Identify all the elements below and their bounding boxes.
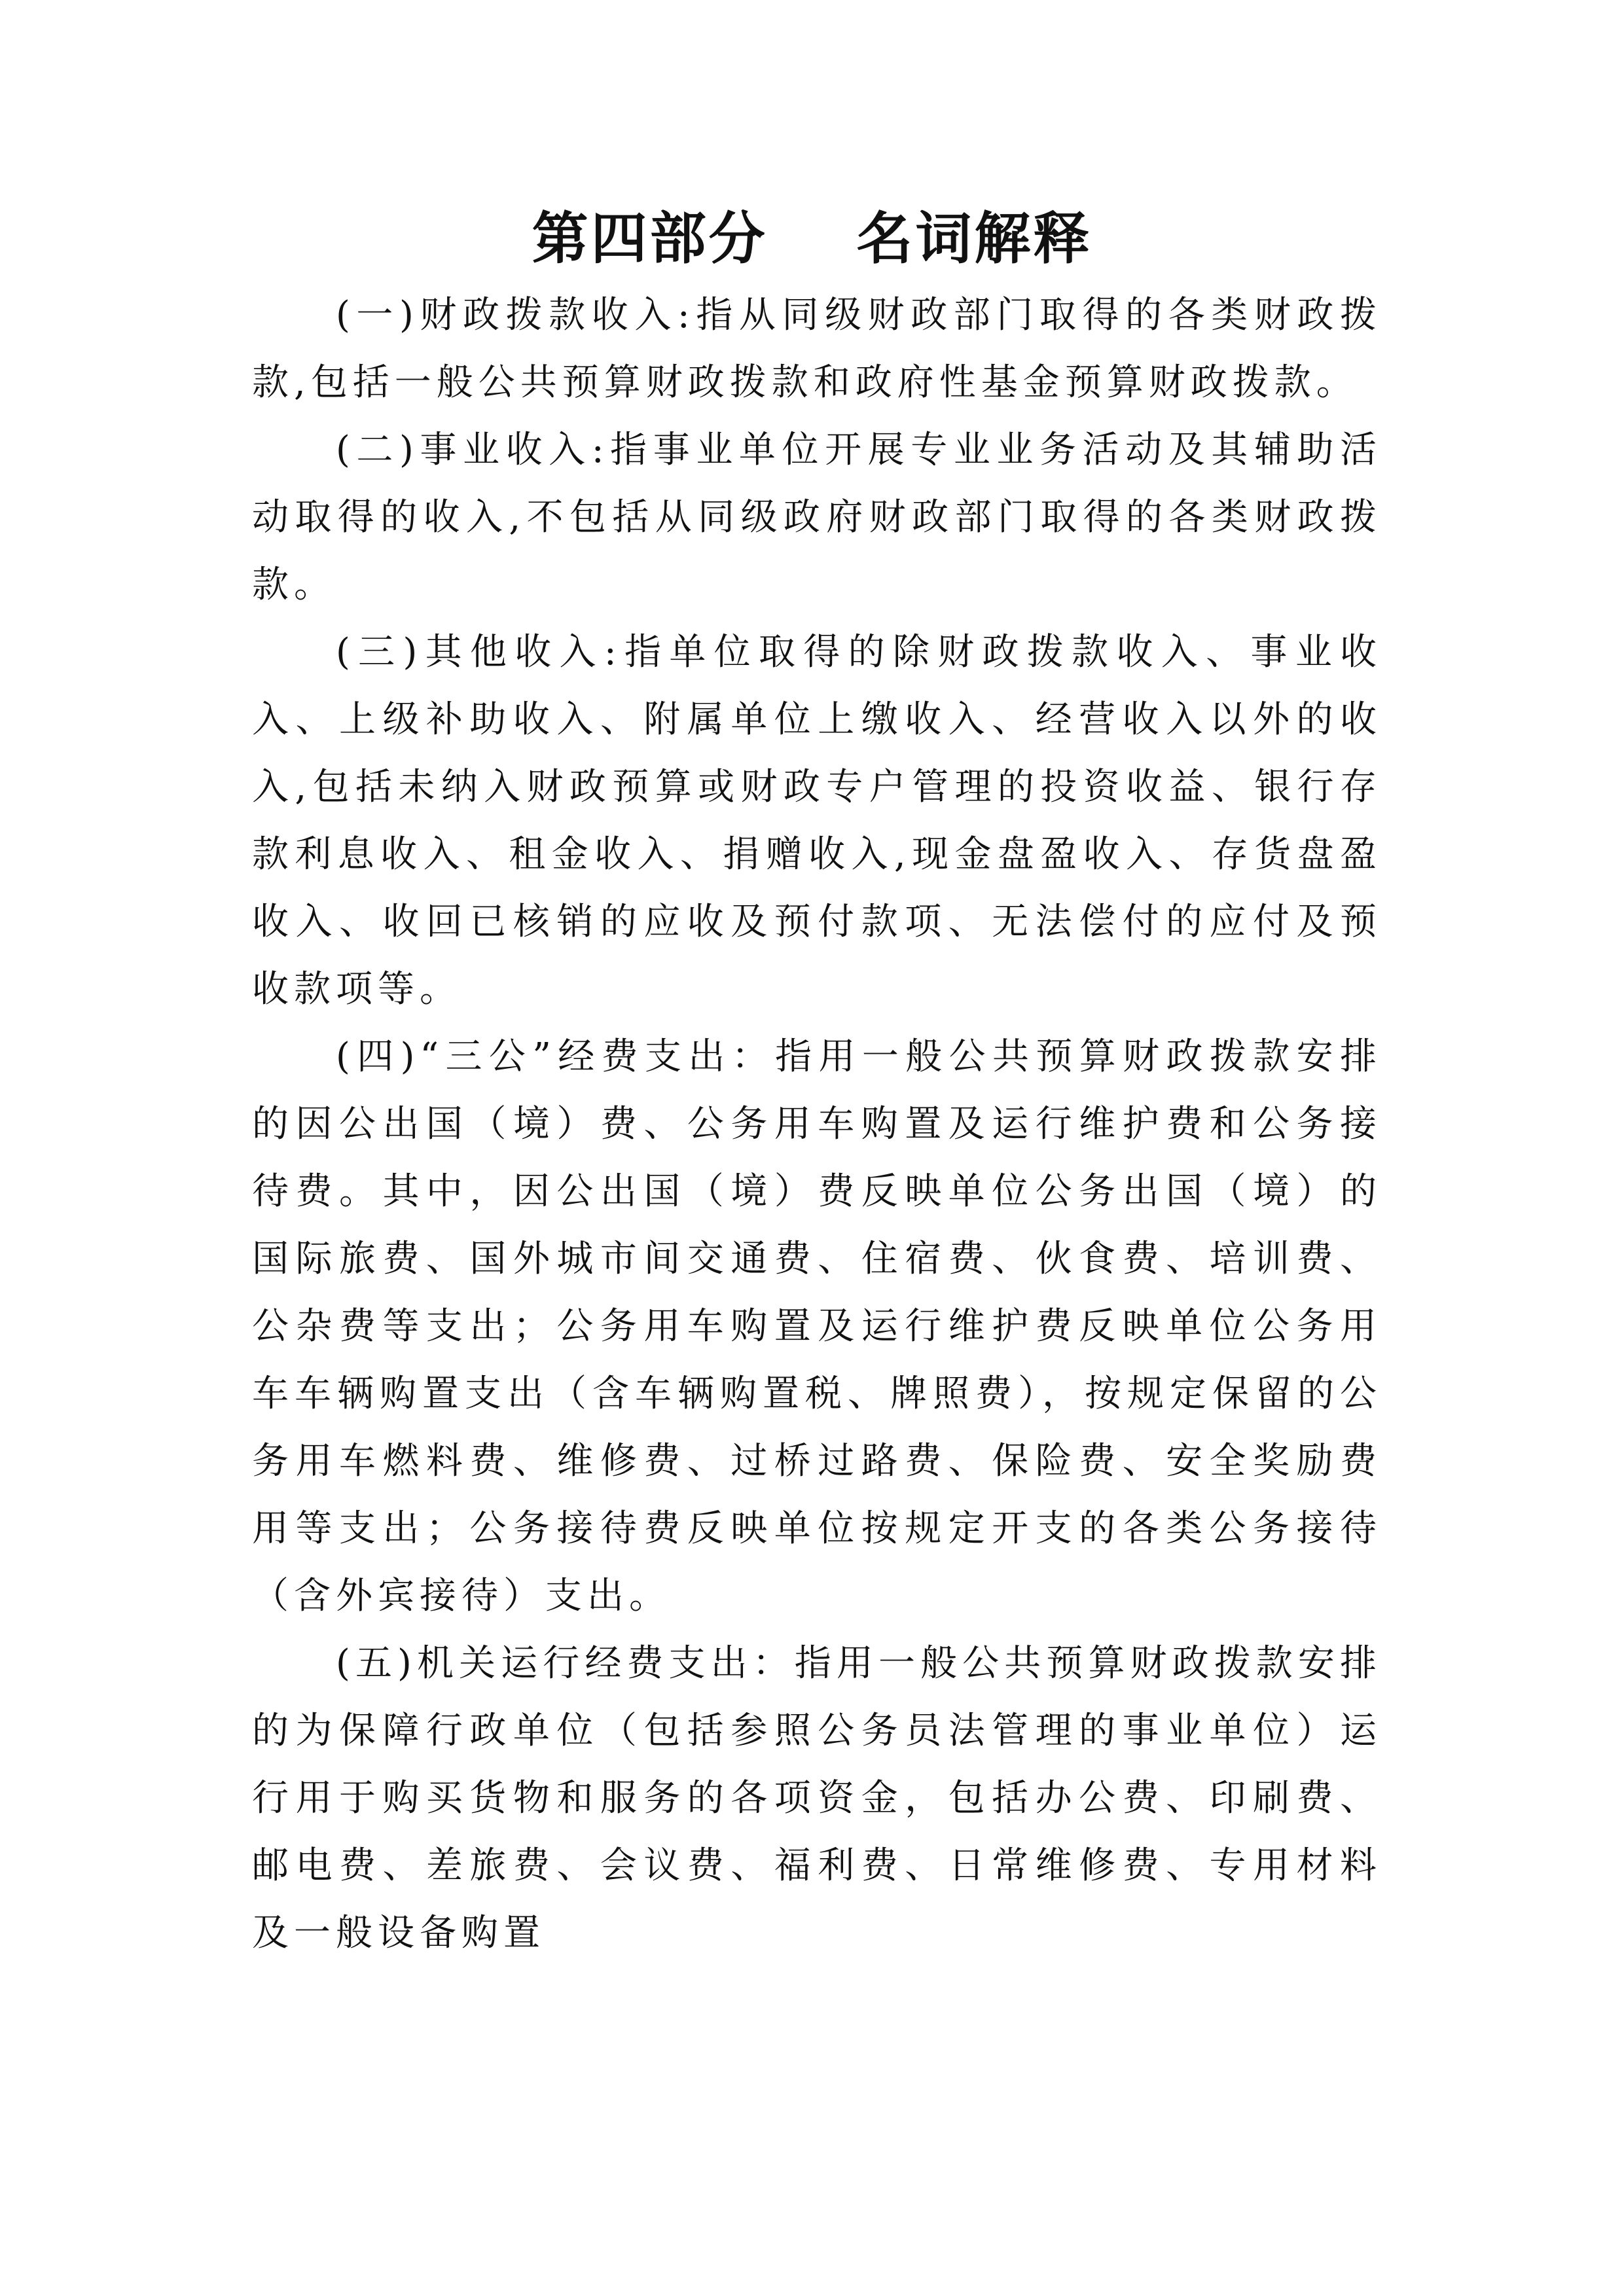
paragraph-other-income: (三)其他收入:指单位取得的除财政拨款收入、事业收入、上级补助收入、附属单位上缴收入、经营收入以外的收入,包括未纳入财政预算或财政专户管理的投资收益、银行存款利息收入、租金收入、捐赠收入,现金盘盈收入、存货盘盈收入、收回已核销的应收及预付款项、无法偿付的应付及预收款项等。 <box>252 631 1382 1011</box>
paragraph-agency-operating-expenses: (五)机关运行经费支出：指用一般公共预算财政拨款安排的为保障行政单位（包括参照公务员法管理的事业单位）运行用于购买货物和服务的各项资金，包括办公费、印刷费、邮电费、差旅费、会议费、福利费、日常维修费、专用材料及一般设备购置 <box>252 1642 1382 1954</box>
paragraph-business-income: (二)事业收入:指事业单位开展专业业务活动及其辅助活动取得的收入,不包括从同级政府财政部门取得的各类财政拨款。 <box>252 429 1382 606</box>
paragraph-fiscal-appropriation-income: (一)财政拨款收入:指从同级财政部门取得的各类财政拨款,包括一般公共预算财政拨款和政府性基金预算财政拨款。 <box>252 294 1382 404</box>
paragraph-three-public-expenses: (四)“三公”经费支出：指用一般公共预算财政拨款安排的因公出国（境）费、公务用车购置及运行维护费和公务接待费。其中，因公出国（境）费反映单位公务出国（境）的国际旅费、国外城市间交通费、住宿费、伙食费、培训费、公杂费等支出；公务用车购置及运行维护费反映单位公务用车车辆购置支出（含车辆购置税、牌照费），按规定保留的公务用车燃料费、维修费、过桥过路费、保险费、安全奖励费用等支出；公务接待费反映单位按规定开支的各类公务接待（含外宾接待）支出。 <box>252 1035 1382 1617</box>
document-body <box>252 281 1382 1967</box>
page-title: 第四部分 名词解释 <box>532 206 1092 272</box>
